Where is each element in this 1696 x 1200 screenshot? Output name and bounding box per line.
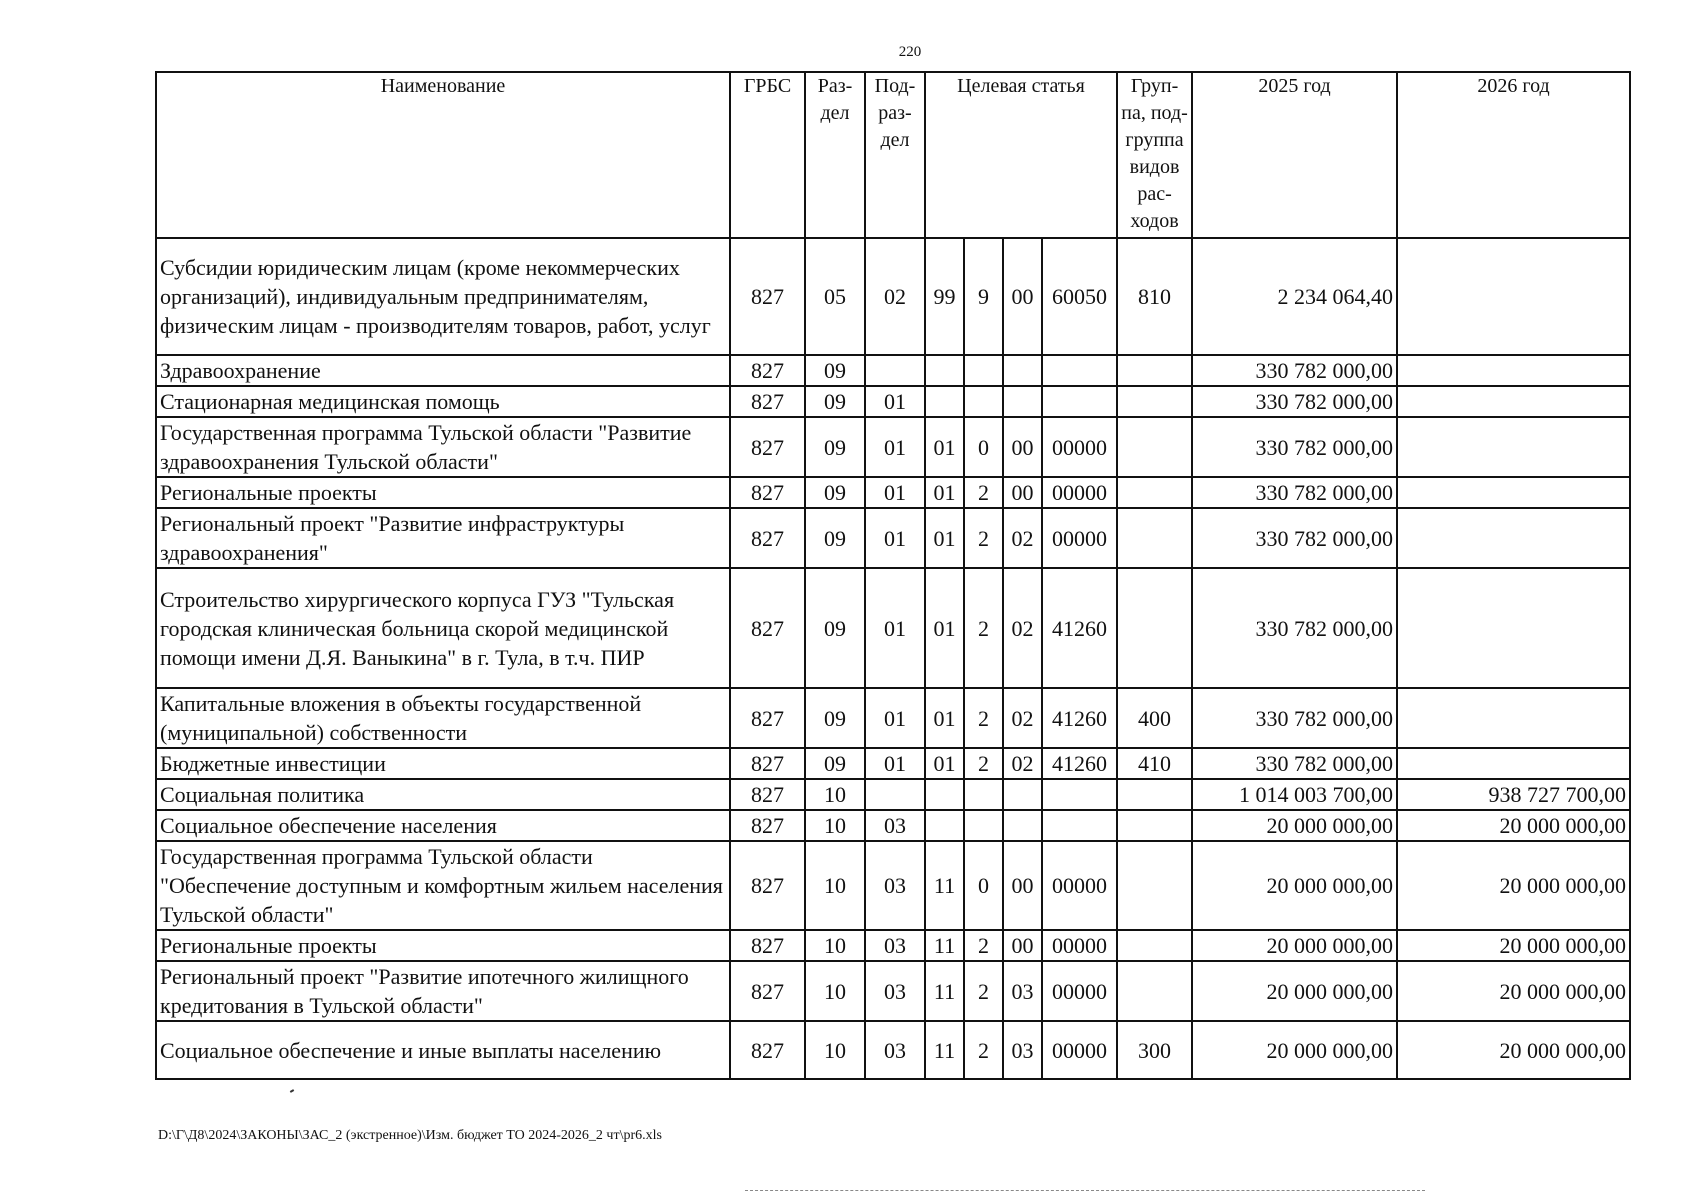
podrazdel-cell: 01 [865, 417, 925, 477]
amount-2025-cell: 330 782 000,00 [1192, 568, 1397, 688]
target-type-cell: 2 [964, 688, 1003, 748]
amount-2025-cell: 1 014 003 700,00 [1192, 779, 1397, 810]
amount-2025-cell: 2 234 064,40 [1192, 238, 1397, 355]
amount-2026-cell [1397, 477, 1630, 508]
target-type-cell: 2 [964, 477, 1003, 508]
target-code-cell: 00000 [1042, 841, 1117, 930]
target-code-cell: 41260 [1042, 748, 1117, 779]
amount-2025-cell: 20 000 000,00 [1192, 1021, 1397, 1079]
amount-2025-cell: 20 000 000,00 [1192, 961, 1397, 1021]
amount-2026-cell [1397, 417, 1630, 477]
target-code-cell: 00000 [1042, 417, 1117, 477]
amount-2025-cell: 330 782 000,00 [1192, 386, 1397, 417]
target-direction-cell [1003, 386, 1042, 417]
amount-2026-cell [1397, 748, 1630, 779]
target-program-cell: 01 [925, 477, 964, 508]
target-direction-cell [1003, 355, 1042, 386]
header-row [156, 72, 1630, 238]
row-name: Социальная политика [156, 779, 730, 810]
target-direction-cell: 02 [1003, 748, 1042, 779]
razdel-cell: 05 [805, 238, 865, 355]
podrazdel-cell: 01 [865, 386, 925, 417]
table-row [156, 568, 1630, 688]
target-type-cell: 2 [964, 930, 1003, 961]
target-type-cell: 2 [964, 1021, 1003, 1079]
target-direction-cell: 00 [1003, 841, 1042, 930]
razdel-cell: 09 [805, 477, 865, 508]
target-type-cell: 2 [964, 961, 1003, 1021]
table-row [156, 748, 1630, 779]
target-program-cell: 01 [925, 568, 964, 688]
expense-group-cell: 300 [1117, 1021, 1192, 1079]
podrazdel-cell: 01 [865, 508, 925, 568]
header-podrazdel: Под- раз- дел [865, 72, 925, 238]
razdel-cell: 09 [805, 355, 865, 386]
target-code-cell: 00000 [1042, 508, 1117, 568]
target-direction-cell: 02 [1003, 508, 1042, 568]
table-row [156, 1021, 1630, 1079]
header-razdel: Раз- дел [805, 72, 865, 238]
target-type-cell [964, 355, 1003, 386]
target-code-cell: 41260 [1042, 568, 1117, 688]
target-code-cell: 60050 [1042, 238, 1117, 355]
expense-group-cell [1117, 386, 1192, 417]
target-program-cell [925, 386, 964, 417]
target-direction-cell: 00 [1003, 930, 1042, 961]
amount-2025-cell: 330 782 000,00 [1192, 748, 1397, 779]
podrazdel-cell [865, 355, 925, 386]
razdel-cell: 09 [805, 568, 865, 688]
podrazdel-cell: 03 [865, 1021, 925, 1079]
podrazdel-cell: 01 [865, 748, 925, 779]
podrazdel-cell: 03 [865, 810, 925, 841]
target-code-cell [1042, 386, 1117, 417]
amount-2025-cell: 330 782 000,00 [1192, 688, 1397, 748]
podrazdel-cell [865, 779, 925, 810]
grbs-cell: 827 [730, 238, 805, 355]
expense-group-cell: 410 [1117, 748, 1192, 779]
podrazdel-cell: 03 [865, 961, 925, 1021]
target-direction-cell: 02 [1003, 568, 1042, 688]
target-program-cell: 11 [925, 1021, 964, 1079]
table-row [156, 355, 1630, 386]
row-name: Строительство хирургического корпуса ГУЗ "Тульская городская клиническая больница скорой медицинской помощи имени Д.Я. Ваныкина" в г. Тула, в т.ч. ПИР [156, 568, 730, 688]
amount-2025-cell: 330 782 000,00 [1192, 477, 1397, 508]
target-code-cell [1042, 810, 1117, 841]
row-name: Региональный проект "Развитие ипотечного жилищного кредитования в Тульской области" [156, 961, 730, 1021]
target-program-cell: 99 [925, 238, 964, 355]
header-name: Наименование [156, 72, 730, 238]
target-code-cell: 00000 [1042, 1021, 1117, 1079]
podrazdel-cell: 01 [865, 688, 925, 748]
amount-2026-cell: 20 000 000,00 [1397, 1021, 1630, 1079]
row-name: Бюджетные инвестиции [156, 748, 730, 779]
table-row [156, 417, 1630, 477]
table-row [156, 477, 1630, 508]
target-type-cell [964, 779, 1003, 810]
row-name: Стационарная медицинская помощь [156, 386, 730, 417]
grbs-cell: 827 [730, 961, 805, 1021]
target-code-cell: 41260 [1042, 688, 1117, 748]
amount-2025-cell: 330 782 000,00 [1192, 417, 1397, 477]
table-row [156, 779, 1630, 810]
target-direction-cell: 02 [1003, 688, 1042, 748]
amount-2026-cell: 20 000 000,00 [1397, 810, 1630, 841]
footer-file-path: D:\Г\Д8\2024\ЗАКОНЫ\ЗАС_2 (экстренное)\Изм. бюджет ТО 2024-2026_2 чт\pr6.xls [158, 1128, 662, 1143]
razdel-cell: 09 [805, 386, 865, 417]
target-program-cell: 11 [925, 930, 964, 961]
expense-group-cell: 810 [1117, 238, 1192, 355]
header-year-2025: 2025 год [1192, 72, 1397, 238]
target-type-cell: 9 [964, 238, 1003, 355]
grbs-cell: 827 [730, 930, 805, 961]
target-direction-cell [1003, 810, 1042, 841]
podrazdel-cell: 01 [865, 477, 925, 508]
grbs-cell: 827 [730, 841, 805, 930]
target-type-cell [964, 386, 1003, 417]
target-type-cell: 2 [964, 508, 1003, 568]
budget-table [155, 71, 1631, 1080]
razdel-cell: 10 [805, 841, 865, 930]
razdel-cell: 09 [805, 508, 865, 568]
target-type-cell: 2 [964, 568, 1003, 688]
header-year-2026: 2026 год [1397, 72, 1630, 238]
amount-2026-cell [1397, 238, 1630, 355]
grbs-cell: 827 [730, 508, 805, 568]
target-code-cell: 00000 [1042, 477, 1117, 508]
expense-group-cell: 400 [1117, 688, 1192, 748]
amount-2025-cell: 330 782 000,00 [1192, 355, 1397, 386]
row-name: Региональные проекты [156, 930, 730, 961]
row-name: Социальное обеспечение и иные выплаты населению [156, 1021, 730, 1079]
razdel-cell: 10 [805, 930, 865, 961]
grbs-cell: 827 [730, 568, 805, 688]
target-program-cell: 01 [925, 748, 964, 779]
bottom-dotted-line [745, 1190, 1425, 1191]
expense-group-cell [1117, 930, 1192, 961]
expense-group-cell [1117, 961, 1192, 1021]
page-number: 220 [898, 44, 922, 60]
target-program-cell [925, 810, 964, 841]
target-direction-cell: 03 [1003, 1021, 1042, 1079]
target-code-cell [1042, 355, 1117, 386]
expense-group-cell [1117, 508, 1192, 568]
amount-2025-cell: 20 000 000,00 [1192, 810, 1397, 841]
target-type-cell: 0 [964, 417, 1003, 477]
amount-2026-cell [1397, 568, 1630, 688]
amount-2026-cell [1397, 355, 1630, 386]
target-direction-cell: 00 [1003, 477, 1042, 508]
header-expense-group: Груп- па, под- группа видов рас- ходов [1117, 72, 1192, 238]
row-name: Региональный проект "Развитие инфраструктуры здравоохранения" [156, 508, 730, 568]
amount-2025-cell: 330 782 000,00 [1192, 508, 1397, 568]
target-type-cell [964, 810, 1003, 841]
row-name: Государственная программа Тульской области "Обеспечение доступным и комфортным жильем населения Тульской области" [156, 841, 730, 930]
target-program-cell: 11 [925, 961, 964, 1021]
target-direction-cell [1003, 779, 1042, 810]
amount-2026-cell: 938 727 700,00 [1397, 779, 1630, 810]
razdel-cell: 10 [805, 810, 865, 841]
row-name: Региональные проекты [156, 477, 730, 508]
stray-mark [290, 1089, 294, 1093]
podrazdel-cell: 03 [865, 841, 925, 930]
target-code-cell: 00000 [1042, 930, 1117, 961]
razdel-cell: 10 [805, 779, 865, 810]
expense-group-cell [1117, 841, 1192, 930]
amount-2026-cell [1397, 508, 1630, 568]
razdel-cell: 09 [805, 748, 865, 779]
grbs-cell: 827 [730, 748, 805, 779]
grbs-cell: 827 [730, 779, 805, 810]
razdel-cell: 09 [805, 688, 865, 748]
row-name: Государственная программа Тульской области "Развитие здравоохранения Тульской области" [156, 417, 730, 477]
target-direction-cell: 00 [1003, 238, 1042, 355]
amount-2026-cell: 20 000 000,00 [1397, 961, 1630, 1021]
grbs-cell: 827 [730, 355, 805, 386]
expense-group-cell [1117, 417, 1192, 477]
expense-group-cell [1117, 779, 1192, 810]
target-program-cell: 01 [925, 688, 964, 748]
grbs-cell: 827 [730, 386, 805, 417]
target-code-cell [1042, 779, 1117, 810]
target-type-cell: 0 [964, 841, 1003, 930]
table-row [156, 508, 1630, 568]
grbs-cell: 827 [730, 688, 805, 748]
amount-2026-cell: 20 000 000,00 [1397, 930, 1630, 961]
amount-2026-cell [1397, 386, 1630, 417]
podrazdel-cell: 03 [865, 930, 925, 961]
razdel-cell: 10 [805, 961, 865, 1021]
row-name: Здравоохранение [156, 355, 730, 386]
grbs-cell: 827 [730, 810, 805, 841]
razdel-cell: 09 [805, 417, 865, 477]
grbs-cell: 827 [730, 477, 805, 508]
target-program-cell: 11 [925, 841, 964, 930]
expense-group-cell [1117, 477, 1192, 508]
row-name: Субсидии юридическим лицам (кроме некоммерческих организаций), индивидуальным предпринимателям, физическим лицам - производителям товаров, работ, услуг [156, 238, 730, 355]
target-direction-cell: 03 [1003, 961, 1042, 1021]
target-program-cell [925, 779, 964, 810]
amount-2025-cell: 20 000 000,00 [1192, 930, 1397, 961]
grbs-cell: 827 [730, 1021, 805, 1079]
target-type-cell: 2 [964, 748, 1003, 779]
expense-group-cell [1117, 568, 1192, 688]
row-name: Капитальные вложения в объекты государственной (муниципальной) собственности [156, 688, 730, 748]
target-program-cell: 01 [925, 417, 964, 477]
table-row [156, 841, 1630, 930]
amount-2025-cell: 20 000 000,00 [1192, 841, 1397, 930]
header-grbs: ГРБС [730, 72, 805, 238]
podrazdel-cell: 01 [865, 568, 925, 688]
table-row [156, 238, 1630, 355]
table-row [156, 930, 1630, 961]
amount-2026-cell: 20 000 000,00 [1397, 841, 1630, 930]
header-target-article: Целевая статья [925, 72, 1117, 238]
expense-group-cell [1117, 810, 1192, 841]
row-name: Социальное обеспечение населения [156, 810, 730, 841]
target-program-cell: 01 [925, 508, 964, 568]
expense-group-cell [1117, 355, 1192, 386]
razdel-cell: 10 [805, 1021, 865, 1079]
table-row [156, 386, 1630, 417]
table-row [156, 961, 1630, 1021]
table-row [156, 810, 1630, 841]
podrazdel-cell: 02 [865, 238, 925, 355]
target-code-cell: 00000 [1042, 961, 1117, 1021]
target-program-cell [925, 355, 964, 386]
table-row [156, 688, 1630, 748]
grbs-cell: 827 [730, 417, 805, 477]
amount-2026-cell [1397, 688, 1630, 748]
target-direction-cell: 00 [1003, 417, 1042, 477]
